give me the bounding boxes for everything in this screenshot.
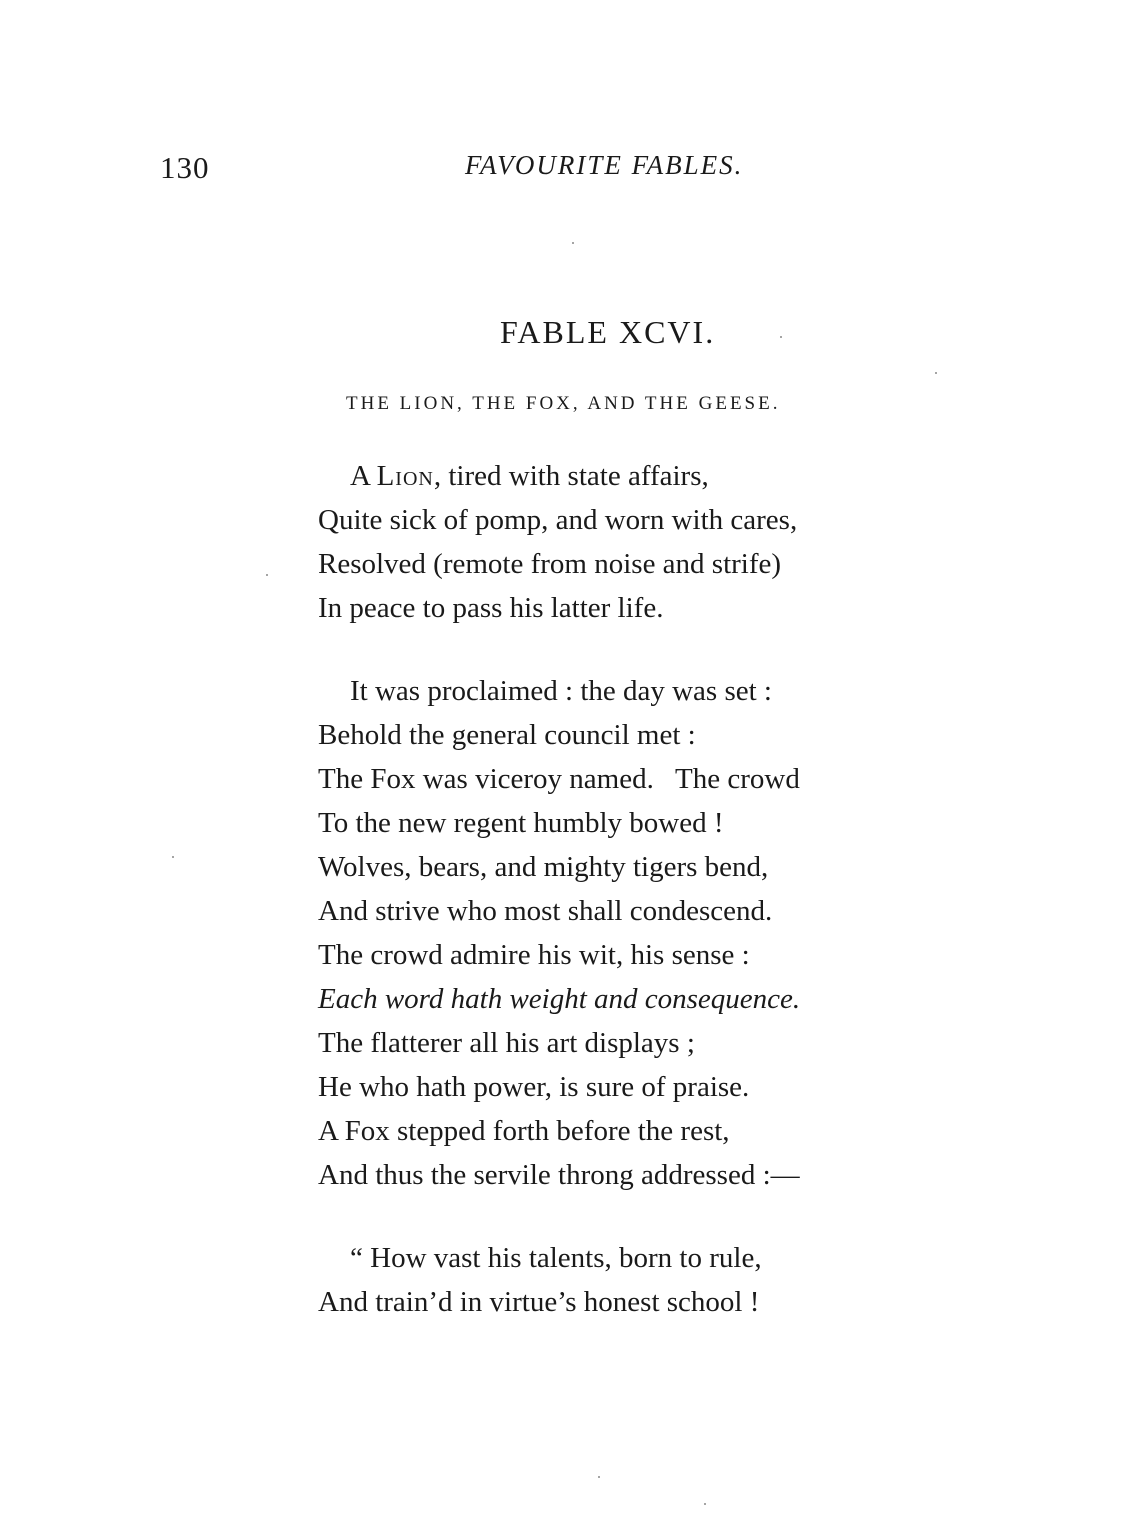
fable-number: FABLE XCVI. — [500, 314, 716, 350]
poem-line: The crowd admire his wit, his sense : — [318, 939, 750, 971]
poem-line: A Fox stepped forth before the rest, — [318, 1115, 730, 1147]
stanza-2 — [318, 669, 800, 1197]
stanza-1 — [318, 454, 797, 630]
poem-line: He who hath power, is sure of praise. — [318, 1071, 750, 1103]
page-number: 130 — [160, 150, 210, 185]
poem-line: The Fox was viceroy named. The crowd — [318, 763, 800, 795]
poem-line: The flatterer all his art displays ; — [318, 1027, 695, 1059]
poem-line: Resolved (remote from noise and strife) — [318, 548, 782, 580]
poem-line: Wolves, bears, and mighty tigers bend, — [318, 851, 769, 883]
scan-speck — [572, 242, 574, 244]
scan-speck — [172, 856, 174, 858]
poem-line: It was proclaimed : the day was set : — [350, 675, 772, 707]
poem-line: In peace to pass his latter life. — [318, 592, 664, 624]
poem-line: To the new regent humbly bowed ! — [318, 807, 724, 839]
scan-speck — [935, 372, 937, 374]
scan-speck — [598, 1476, 600, 1478]
small-caps-lion: Lion — [376, 460, 434, 492]
poem-line: And train’d in virtue’s honest school ! — [318, 1286, 760, 1318]
first-line-rest: , tired with state affairs, — [433, 460, 709, 492]
poem-line: Behold the general council met : — [318, 719, 696, 751]
poem-line — [318, 454, 797, 498]
scan-speck — [704, 1503, 706, 1505]
stanza-3 — [318, 1236, 762, 1324]
poem-line: And thus the servile throng addressed :— — [318, 1159, 800, 1191]
running-head: FAVOURITE FABLES. — [465, 150, 744, 180]
first-word: A — [350, 460, 370, 492]
fable-title: THE LION, THE FOX, AND THE GEESE. — [346, 393, 781, 414]
poem-line: And strive who most shall condescend. — [318, 895, 773, 927]
poem-line: “ How vast his talents, born to rule, — [350, 1242, 762, 1274]
scan-speck — [780, 336, 782, 338]
poem-line: Quite sick of pomp, and worn with cares, — [318, 504, 798, 536]
scan-speck — [266, 574, 268, 576]
poem-line-italic: Each word hath weight and consequence. — [318, 983, 801, 1015]
